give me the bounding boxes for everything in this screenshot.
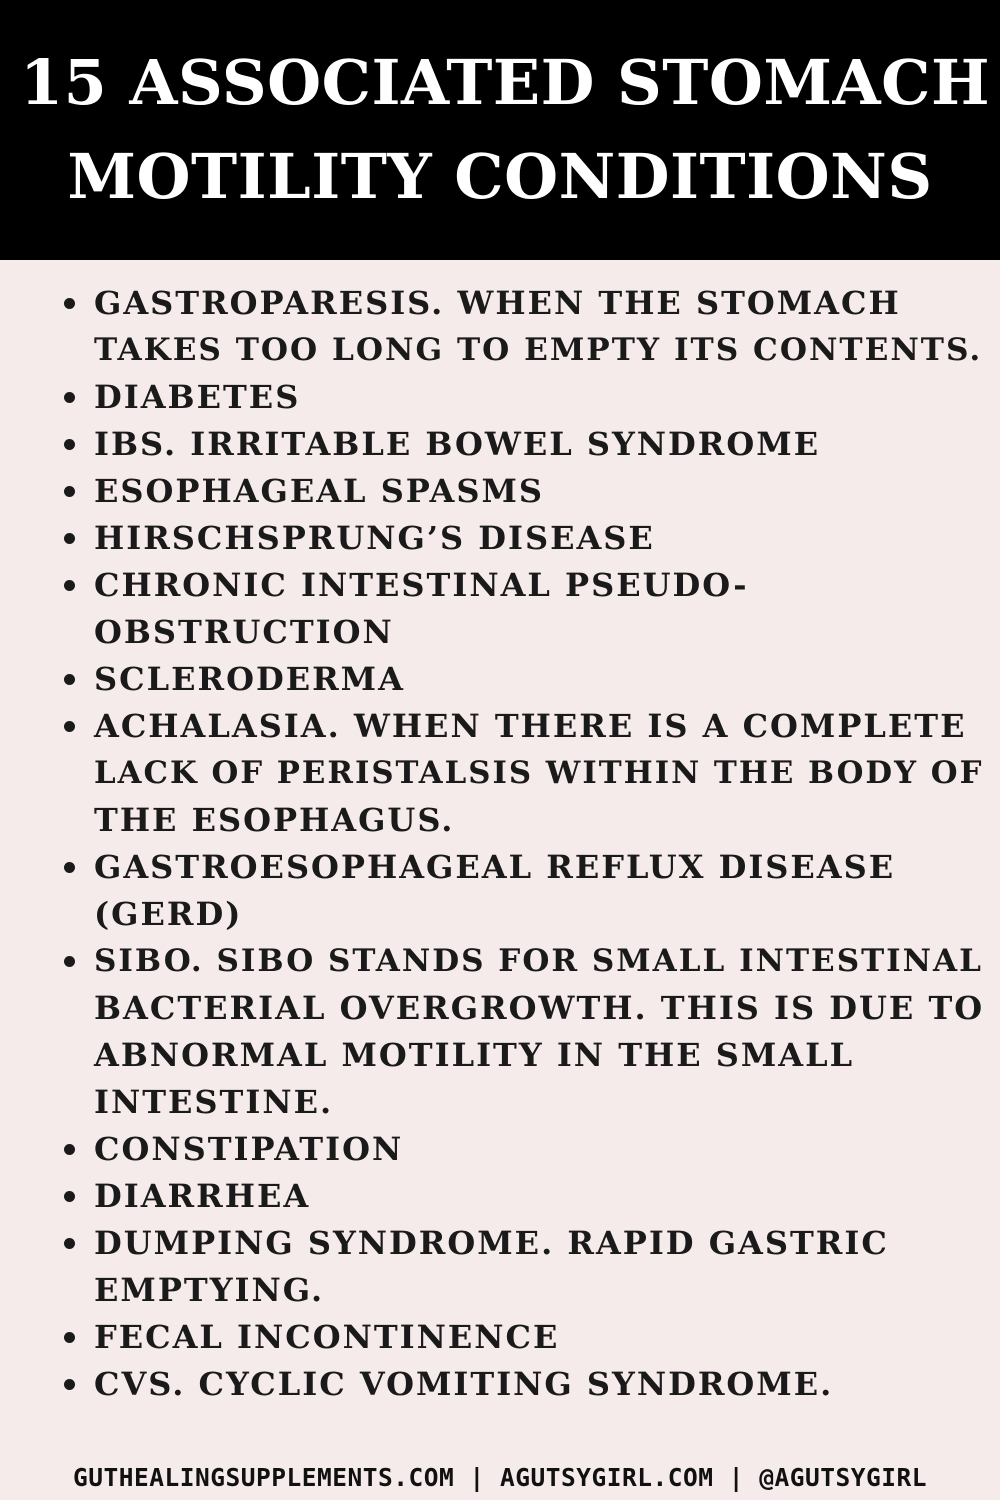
- condition-item: [0, 1361, 1000, 1408]
- condition-text-line: ABNORMAL MOTILITY IN THE SMALL: [94, 1036, 855, 1074]
- condition-text-line: INTESTINE.: [94, 1083, 334, 1121]
- bullet-icon: [64, 721, 75, 732]
- bullet-icon: [64, 439, 75, 450]
- condition-text-line: CVS. CYCLIC VOMITING SYNDROME.: [94, 1365, 834, 1403]
- condition-item: [0, 374, 1000, 421]
- condition-text-line: GASTROESOPHAGEAL REFLUX DISEASE: [94, 848, 896, 886]
- bullet-icon: [64, 1191, 75, 1202]
- condition-item: [0, 468, 1000, 515]
- condition-text-line: BACTERIAL OVERGROWTH. THIS IS DUE TO: [94, 989, 985, 1027]
- condition-text-line: DUMPING SYNDROME. RAPID GASTRIC: [94, 1224, 889, 1262]
- bullet-icon: [64, 674, 75, 685]
- condition-text-line: FECAL INCONTINENCE: [94, 1318, 560, 1356]
- condition-item: [0, 938, 1000, 1126]
- condition-text-line: DIARRHEA: [94, 1177, 311, 1215]
- condition-text-line: THE ESOPHAGUS.: [94, 801, 455, 839]
- page-title: [20, 36, 991, 224]
- condition-item: [0, 562, 1000, 656]
- condition-text-line: TAKES TOO LONG TO EMPTY ITS CONTENTS.: [94, 332, 983, 368]
- bullet-icon: [64, 298, 75, 309]
- condition-text-line: GASTROPARESIS. WHEN THE STOMACH: [94, 284, 901, 322]
- title-line: MOTILITY CONDITIONS: [67, 140, 933, 213]
- condition-item: [0, 656, 1000, 703]
- bullet-icon: [64, 1238, 75, 1249]
- condition-text-line: LACK OF PERISTALSIS WITHIN THE BODY OF: [94, 755, 984, 791]
- condition-text-line: SCLERODERMA: [94, 660, 405, 698]
- bullet-icon: [64, 486, 75, 497]
- title-line: 15 ASSOCIATED STOMACH: [20, 46, 991, 119]
- condition-text-line: OBSTRUCTION: [94, 613, 394, 651]
- title-banner: [0, 0, 1000, 260]
- bullet-icon: [64, 580, 75, 591]
- condition-text-line: ACHALASIA. WHEN THERE IS A COMPLETE: [94, 707, 967, 745]
- bullet-icon: [64, 862, 75, 873]
- condition-text-line: IBS. IRRITABLE BOWEL SYNDROME: [94, 425, 821, 463]
- condition-text-line: EMPTYING.: [94, 1271, 325, 1309]
- bullet-icon: [64, 1144, 75, 1155]
- bullet-icon: [64, 533, 75, 544]
- condition-item: [0, 1314, 1000, 1361]
- condition-item: [0, 703, 1000, 844]
- bullet-icon: [64, 956, 75, 967]
- condition-item: [0, 515, 1000, 562]
- bullet-icon: [64, 392, 75, 403]
- bullet-icon: [64, 1332, 75, 1343]
- condition-text-line: CONSTIPATION: [94, 1130, 404, 1168]
- condition-text-line: ESOPHAGEAL SPASMS: [94, 472, 544, 510]
- condition-text-line: HIRSCHSPRUNG’S DISEASE: [94, 519, 655, 557]
- condition-item: [0, 844, 1000, 938]
- condition-text-line: SIBO. SIBO STANDS FOR SMALL INTESTINAL: [94, 943, 983, 979]
- condition-text-line: CHRONIC INTESTINAL PSEUDO-: [94, 566, 749, 604]
- condition-text-line: DIABETES: [94, 378, 301, 416]
- condition-item: [0, 280, 1000, 374]
- footer-credits: GUTHEALINGSUPPLEMENTS.COM | AGUTSYGIRL.COM | @AGUTSYGIRL: [72, 1463, 927, 1492]
- condition-item: [0, 1173, 1000, 1220]
- condition-text-line: (GERD): [94, 895, 243, 933]
- condition-item: [0, 1126, 1000, 1173]
- condition-item: [0, 421, 1000, 468]
- conditions-list: [0, 280, 1000, 1408]
- bullet-icon: [64, 1379, 75, 1390]
- condition-item: [0, 1220, 1000, 1314]
